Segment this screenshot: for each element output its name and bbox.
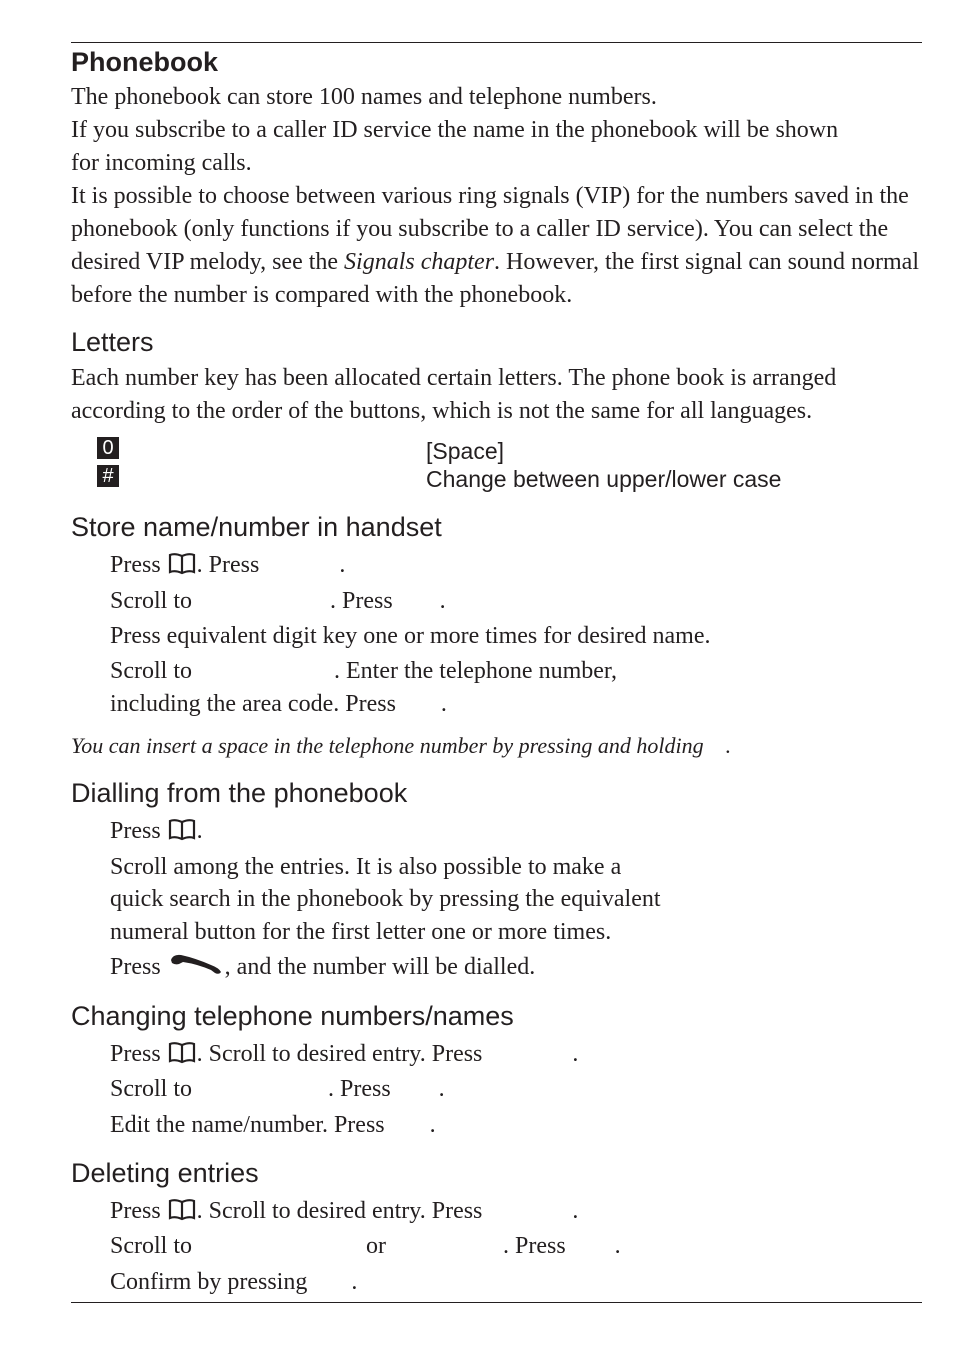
store-step-4-text-b: . Enter the telephone number, <box>334 658 617 684</box>
store-step-2-end: . <box>439 588 446 614</box>
section-title-letters: Letters <box>71 327 154 357</box>
store-step-1-text-b: . Press <box>196 552 260 578</box>
book-icon <box>167 1041 197 1065</box>
book-icon <box>167 1198 197 1222</box>
store-step-2-text: Scroll to <box>110 588 192 614</box>
deleting-step-3 <box>110 1266 357 1299</box>
deleting-step-2 <box>110 1230 621 1263</box>
store-step-2 <box>110 585 446 618</box>
dialling-step-1-text: Press <box>110 818 167 844</box>
section-title-changing: Changing telephone numbers/names <box>71 1001 514 1031</box>
phonebook-intro-3 <box>71 180 929 312</box>
changing-step-1-text-b: . Scroll to desired entry. Press <box>196 1041 483 1067</box>
intro-3-text-a: It is possible to choose between various ring signals (VIP) for the numbers saved in the phonebook (only functions if you subscribe to a caller ID service). You can select the desired VIP melody, see the <box>71 183 909 275</box>
key-hash-icon: # <box>97 465 119 487</box>
deleting-step-2-or: or <box>366 1233 386 1259</box>
dialling-step-1-end: . <box>196 818 203 844</box>
bottom-rule <box>71 1302 922 1303</box>
dialling-step-3-text-b: , and the number will be dialled. <box>224 954 536 980</box>
dialling-step-2-line-3: numeral button for the first letter one or more times. <box>110 919 612 945</box>
store-note-text: You can insert a space in the telephone number by pressing and holding <box>71 733 704 758</box>
store-note <box>71 731 731 761</box>
key-0-label: [Space] <box>426 438 504 464</box>
deleting-step-1-text: Press <box>110 1198 167 1224</box>
store-note-end: . <box>725 733 732 758</box>
dialling-step-1 <box>110 815 203 848</box>
store-step-4-text-c: including the area code. Press <box>110 691 396 717</box>
section-title-store: Store name/number in handset <box>71 512 442 542</box>
letters-body: Each number key has been allocated certain letters. The phone book is arranged according to the order of the buttons, which is not the same for all languages. <box>71 365 837 424</box>
changing-step-1-text: Press <box>110 1041 167 1067</box>
handset-icon <box>167 952 225 976</box>
section-title-phonebook: Phonebook <box>71 47 218 77</box>
store-step-4 <box>110 655 617 688</box>
deleting-step-2-text-c: . Press <box>503 1233 566 1259</box>
store-step-1 <box>110 549 345 582</box>
intro-3-text-b: . However, the first signal can sound normal before the number is compared with the phonebook. <box>71 249 919 308</box>
changing-step-2 <box>110 1073 445 1106</box>
book-icon <box>167 818 197 842</box>
key-hash-label: Change between upper/lower case <box>426 466 782 492</box>
changing-step-1 <box>110 1038 578 1071</box>
changing-step-3-text: Edit the name/number. Press <box>110 1112 385 1138</box>
dialling-step-3 <box>110 951 535 984</box>
changing-step-2-text-b: . Press <box>328 1076 391 1102</box>
phonebook-intro-1: The phonebook can store 100 names and telephone numbers. <box>71 84 657 110</box>
changing-step-3 <box>110 1109 436 1142</box>
top-rule <box>71 42 922 43</box>
changing-step-2-end: . <box>438 1076 445 1102</box>
store-step-4-text: Scroll to <box>110 658 192 684</box>
dialling-step-2-line-1: Scroll among the entries. It is also possible to make a <box>110 854 622 880</box>
section-title-deleting: Deleting entries <box>71 1158 259 1188</box>
changing-step-1-end: . <box>572 1041 579 1067</box>
changing-step-2-text: Scroll to <box>110 1076 192 1102</box>
store-step-1-end: . <box>339 552 346 578</box>
store-step-4-end: . <box>440 691 447 717</box>
dialling-step-2-line-2: quick search in the phonebook by pressing the equivalent <box>110 886 661 912</box>
signals-chapter-ref: Signals chapter <box>344 249 495 275</box>
deleting-step-2-end: . <box>614 1233 621 1259</box>
deleting-step-1-end: . <box>572 1198 579 1224</box>
book-icon <box>167 552 197 576</box>
phonebook-intro-2: If you subscribe to a caller ID service the name in the phonebook will be shown for incoming calls. <box>71 117 839 176</box>
changing-step-3-end: . <box>429 1112 436 1138</box>
deleting-step-2-text: Scroll to <box>110 1233 192 1259</box>
store-step-1-text: Press <box>110 552 167 578</box>
dialling-step-3-text: Press <box>110 954 167 980</box>
deleting-step-3-text: Confirm by pressing <box>110 1269 308 1295</box>
key-0-icon: 0 <box>97 437 119 459</box>
section-title-dialling: Dialling from the phonebook <box>71 778 408 808</box>
store-step-3: Press equivalent digit key one or more times for desired name. <box>110 623 711 649</box>
store-step-2-text-b: . Press <box>330 588 393 614</box>
deleting-step-1 <box>110 1195 578 1228</box>
store-step-4-cont <box>110 688 447 721</box>
deleting-step-3-end: . <box>351 1269 358 1295</box>
deleting-step-1-text-b: . Scroll to desired entry. Press <box>196 1198 483 1224</box>
